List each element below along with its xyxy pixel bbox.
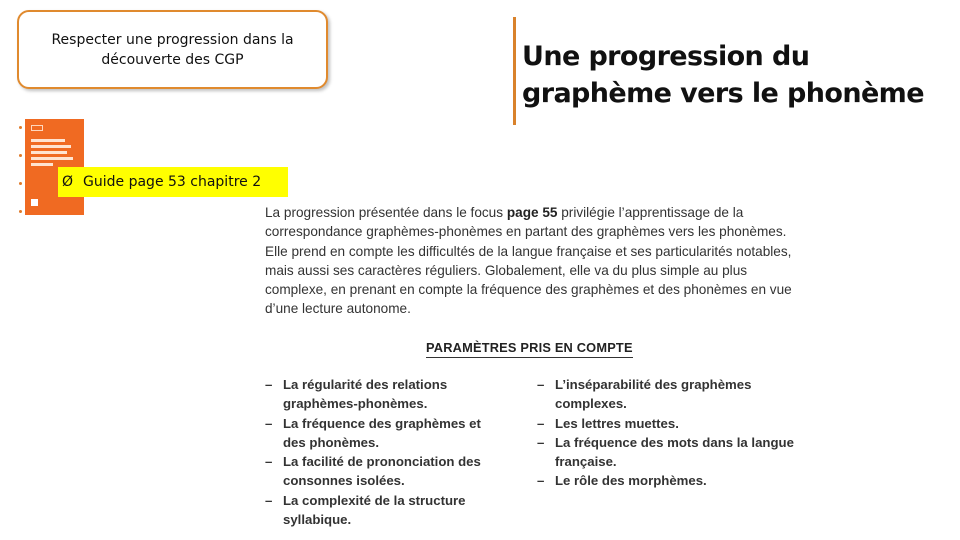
focus-paragraph [265, 203, 795, 319]
guide-reference-text: Guide page 53 chapitre 2 [83, 174, 262, 190]
params-left-list [265, 375, 505, 529]
list-item-text: Les lettres muettes. [555, 415, 679, 431]
list-item-text: La complexité de la structure syllabique. [283, 492, 466, 528]
paragraph-text-rest: privilégie l’apprentissage de la correspondance graphèmes-phonèmes en partant des graphèmes vers les phonèmes. Elle prend en compte les difficultés de la langue française et ses particularités notables, mais aussi ses caractères réguliers. Globalement, elle va du plus simple au plus complexe, en prenant en compte la fréquence des graphèmes et des phonèmes en vue d’une lecture autonome. [265, 205, 792, 317]
cover-title-line [31, 139, 65, 142]
list-item [537, 471, 797, 490]
bullet-dot [19, 210, 22, 213]
dash-bullet: – [537, 377, 545, 392]
dash-bullet: – [537, 434, 545, 450]
callout-box [17, 10, 328, 89]
list-item-text: La fréquence des graphèmes et des phonèmes. [283, 415, 481, 450]
params-heading: PARAMÈTRES PRIS EN COMPTE [426, 340, 633, 358]
list-item [537, 375, 797, 414]
dash-bullet: – [265, 492, 273, 508]
arrow-bullet-icon: Ø [62, 174, 74, 190]
list-item [537, 414, 797, 433]
list-item [265, 491, 505, 530]
list-item [537, 433, 797, 472]
cover-square-icon [31, 199, 38, 206]
list-item [265, 375, 505, 414]
callout-text-part2: dans la découverte des CGP [101, 31, 294, 68]
bullet-dot [19, 182, 22, 185]
list-item-text: L’inséparabilité des graphèmes complexes. [555, 377, 752, 412]
callout-text-part1: Respecter une [51, 31, 157, 48]
callout-text [37, 30, 308, 70]
dash-bullet: – [265, 454, 273, 470]
list-item-text: Le rôle des morphèmes. [555, 473, 707, 489]
paragraph-page-ref: page 55 [506, 205, 558, 220]
title-divider [513, 17, 516, 125]
list-item [265, 414, 505, 453]
dash-bullet: – [265, 377, 273, 392]
bullet-dot [19, 126, 22, 129]
list-item-text: La régularité des relations graphèmes-phonèmes. [283, 377, 448, 412]
guide-reference-highlight [58, 167, 288, 197]
callout-text-bold: progression [156, 31, 239, 48]
dash-bullet: – [537, 473, 545, 489]
slide-title: Une progression du graphème vers le phonème [522, 41, 924, 109]
cover-title-line [31, 163, 53, 166]
dash-bullet: – [537, 415, 545, 431]
dash-bullet: – [265, 415, 273, 431]
list-item-text: La fréquence des mots dans la langue française. [555, 434, 794, 470]
cover-title-line [31, 145, 71, 148]
params-right-list [537, 375, 797, 491]
bullet-dot [19, 154, 22, 157]
cover-title-line [31, 157, 73, 160]
paragraph-text-start: La progression présentée dans le focus [265, 205, 507, 220]
cover-logo [31, 125, 43, 131]
list-item [265, 452, 505, 491]
cover-title-line [31, 151, 67, 154]
list-item-text: La facilité de prononciation des consonnes isolées. [283, 454, 481, 489]
